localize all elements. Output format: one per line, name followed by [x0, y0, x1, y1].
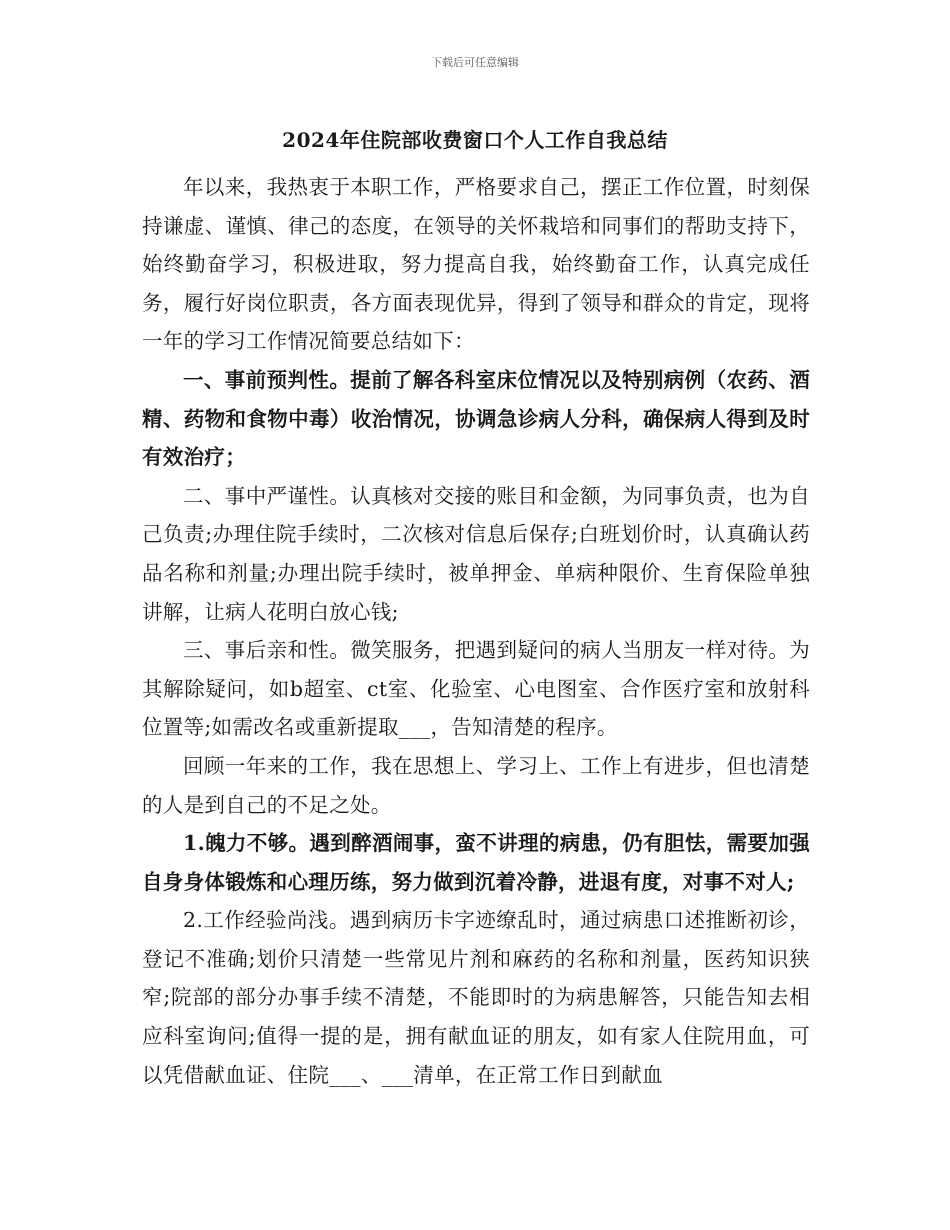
header-note: 下载后可任意编辑	[431, 56, 519, 69]
document-title: 2024年住院部收费窗口个人工作自我总结	[282, 128, 668, 152]
paragraph-intro: 年以来，我热衷于本职工作，严格要求自己，摆正工作位置，时刻保持谦虚、谨慎、律己的态度，在领导的关怀栽培和同事们的帮助支持下，始终勤奋学习，积极进取，努力提高自我，始终勤奋工作，认真完成任务，履行好岗位职责，各方面表现优异，得到了领导和群众的肯定，现将一年的学习工作情况简要总结如下：	[142, 175, 810, 354]
paragraph-shortcoming-2: 2.工作经验尚浅。遇到病历卡字迹缭乱时，通过病患口述推断初诊，登记不准确;划价只清楚一些常见片剂和麻药的名称和剂量，医药知识狭窄;院部的部分办事手续不清楚，不能即时的为病患解答，只能告知去相应科室询问;值得一提的是，拥有献血证的朋友，如有家人住院用血，可以凭借献血证、住院___、___清单，在正常工作日到献血	[142, 908, 810, 1087]
document-body	[142, 168, 810, 1094]
paragraph-shortcoming-1: 1.魄力不够。遇到醉酒闹事，蛮不讲理的病患，仍有胆怯，需要加强自身身体锻炼和心理历练，努力做到沉着冷静，进退有度，对事不对人;	[142, 831, 810, 894]
paragraph-item-3: 三、事后亲和性。微笑服务，把遇到疑问的病人当朋友一样对待。为其解除疑问，如b超室、ct室、化验室、心电图室、合作医疗室和放射科位置等;如需改名或重新提取___，告知清楚的程序。	[142, 638, 810, 740]
paragraph-review: 回顾一年来的工作，我在思想上、学习上、工作上有进步，但也清楚的人是到自己的不足之处。	[142, 753, 810, 817]
paragraph-item-1: 一、事前预判性。提前了解各科室床位情况以及特别病例（农药、酒精、药物和食物中毒）收治情况，协调急诊病人分科，确保病人得到及时有效治疗；	[142, 367, 810, 470]
paragraph-item-2: 二、事中严谨性。认真核对交接的账目和金额，为同事负责，也为自己负责;办理住院手续时，二次核对信息后保存;白班划价时，认真确认药品名称和剂量;办理出院手续时，被单押金、单病种限价、生育保险单独讲解，让病人花明白放心钱;	[142, 483, 810, 624]
